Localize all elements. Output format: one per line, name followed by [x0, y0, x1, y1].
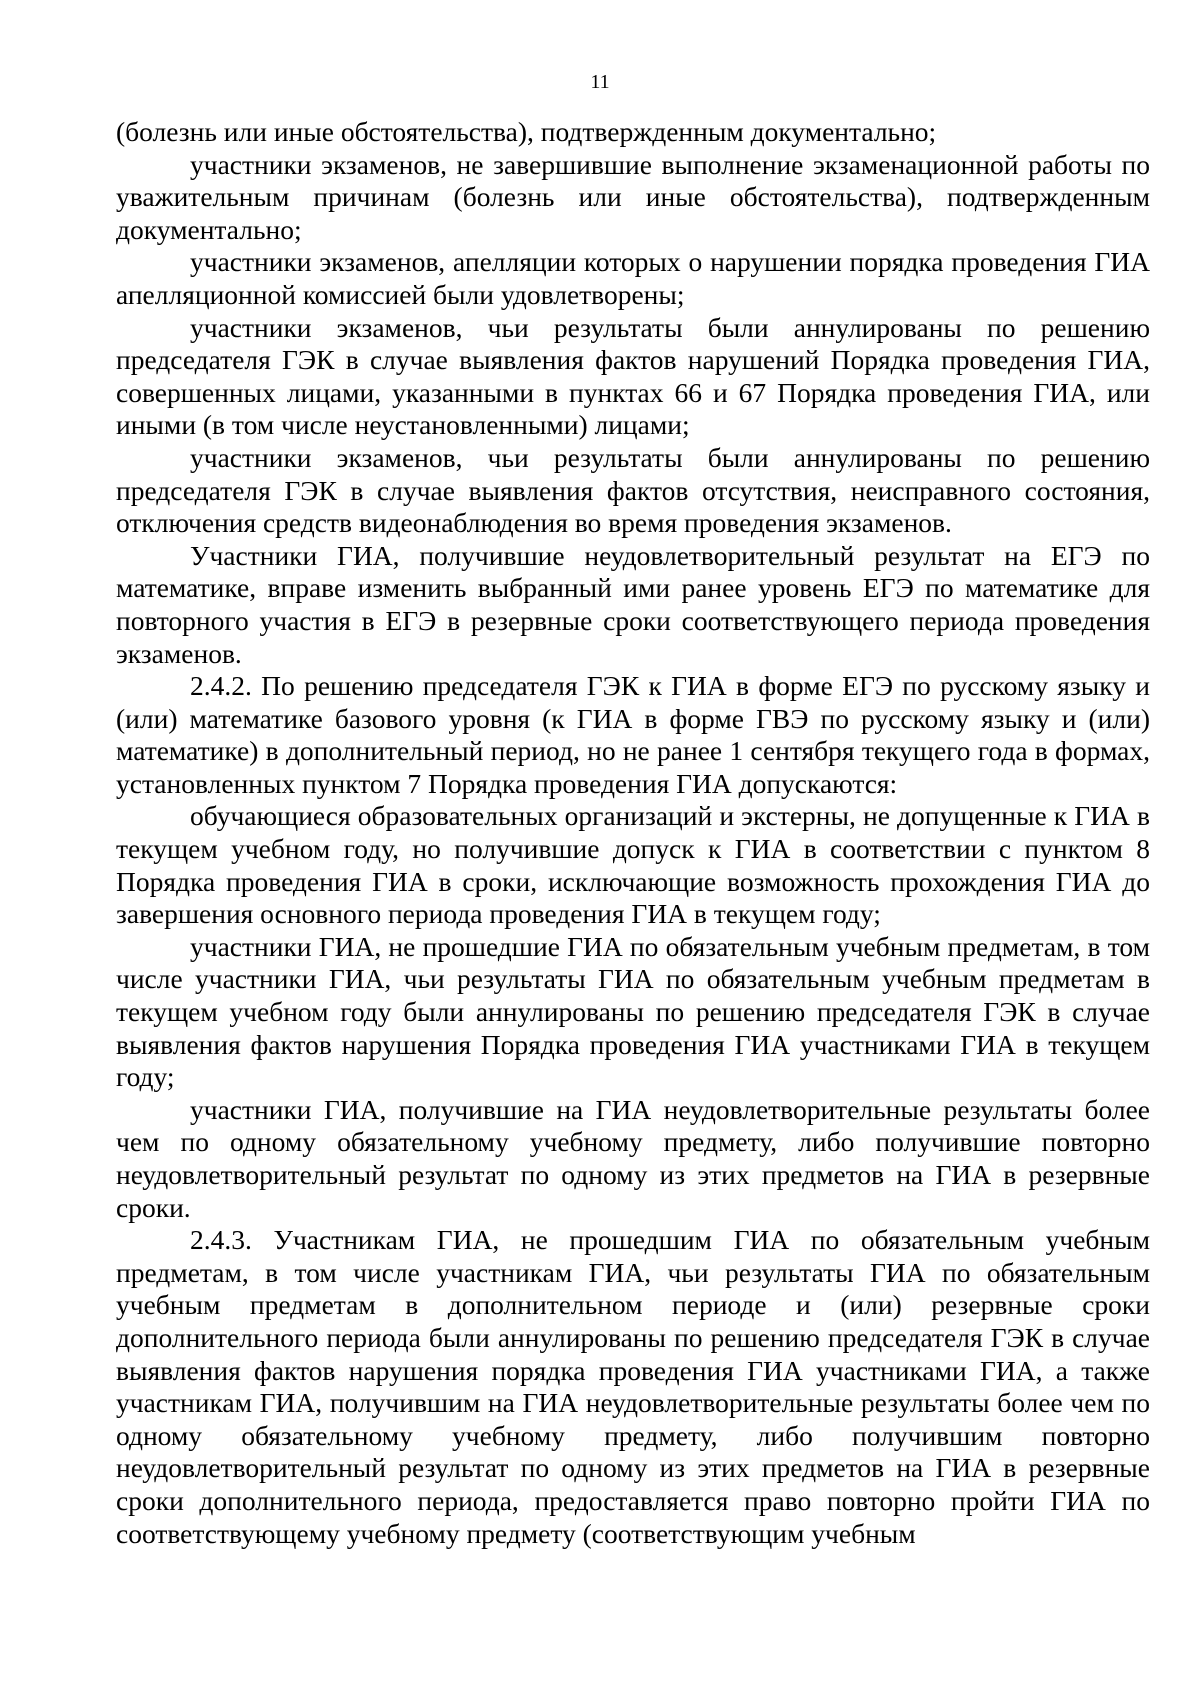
document-body: [116, 116, 1150, 1550]
paragraph: Участники ГИА, получившие неудовлетворительный результат на ЕГЭ по математике, вправе изменить выбранный ими ранее уровень ЕГЭ по математике для повторного участия в ЕГЭ в резервные сроки соответствующего периода проведения экзаменов.: [116, 539, 1150, 669]
paragraph: участники экзаменов, чьи результаты были аннулированы по решению председателя ГЭК в случае выявления фактов нарушений Порядка проведения ГИА, совершенных лицами, указанными в пунктах 66 и 67 Порядка проведения ГИА, или иными (в том числе неустановленными) лицами;: [116, 311, 1150, 441]
paragraph: участники ГИА, не прошедшие ГИА по обязательным учебным предметам, в том числе участники ГИА, чьи результаты ГИА по обязательным учебным предметам в текущем учебном году были аннулированы по решению председателя ГЭК в случае выявления фактов нарушения Порядка проведения ГИА участниками ГИА в текущем году;: [116, 930, 1150, 1093]
paragraph: обучающиеся образовательных организаций и экстерны, не допущенные к ГИА в текущем учебном году, но получившие допуск к ГИА в соответствии с пунктом 8 Порядка проведения ГИА в сроки, исключающие возможность прохождения ГИА до завершения основного периода проведения ГИА в текущем году;: [116, 800, 1150, 930]
page-number: 11: [590, 71, 610, 93]
paragraph: участники экзаменов, чьи результаты были аннулированы по решению председателя ГЭК в случае выявления фактов отсутствия, неисправного состояния, отключения средств видеонаблюдения во время проведения экзаменов.: [116, 441, 1150, 539]
paragraph: участники экзаменов, апелляции которых о нарушении порядка проведения ГИА апелляционной комиссией были удовлетворены;: [116, 246, 1150, 310]
paragraph: (болезнь или иные обстоятельства), подтвержденным документально;: [116, 116, 937, 147]
paragraph: 2.4.3. Участникам ГИА, не прошедшим ГИА по обязательным учебным предметам, в том числе участникам ГИА, чьи результаты ГИА по обязательным учебным предметам в дополнительном периоде и (или) резервные сроки дополнительного периода были аннулированы по решению председателя ГЭК в случае выявления фактов нарушения порядка проведения ГИА участниками ГИА, а также участникам ГИА, получившим на ГИА неудовлетворительные результаты более чем по одному обязательному учебному предмету, либо получившим повторно неудовлетворительный результат по одному из этих предметов на ГИА в резервные сроки дополнительного периода, предоставляется право повторно пройти ГИА по соответствующему учебному предмету (соответствующим учебным: [116, 1224, 1150, 1549]
paragraph: участники экзаменов, не завершившие выполнение экзаменационной работы по уважительным причинам (болезнь или иные обстоятельства), подтвержденным документально;: [116, 148, 1150, 245]
paragraph: 2.4.2. По решению председателя ГЭК к ГИА в форме ЕГЭ по русскому языку и (или) математике базового уровня (к ГИА в форме ГВЭ по русскому языку и (или) математике) в дополнительный период, но не ранее 1 сентября текущего года в формах, установленных пунктом 7 Порядка проведения ГИА допускаются:: [116, 670, 1150, 799]
paragraph: участники ГИА, получившие на ГИА неудовлетворительные результаты более чем по одному обязательному учебному предмету, либо получившие повторно неудовлетворительный результат по одному из этих предметов на ГИА в резервные сроки.: [116, 1093, 1150, 1223]
